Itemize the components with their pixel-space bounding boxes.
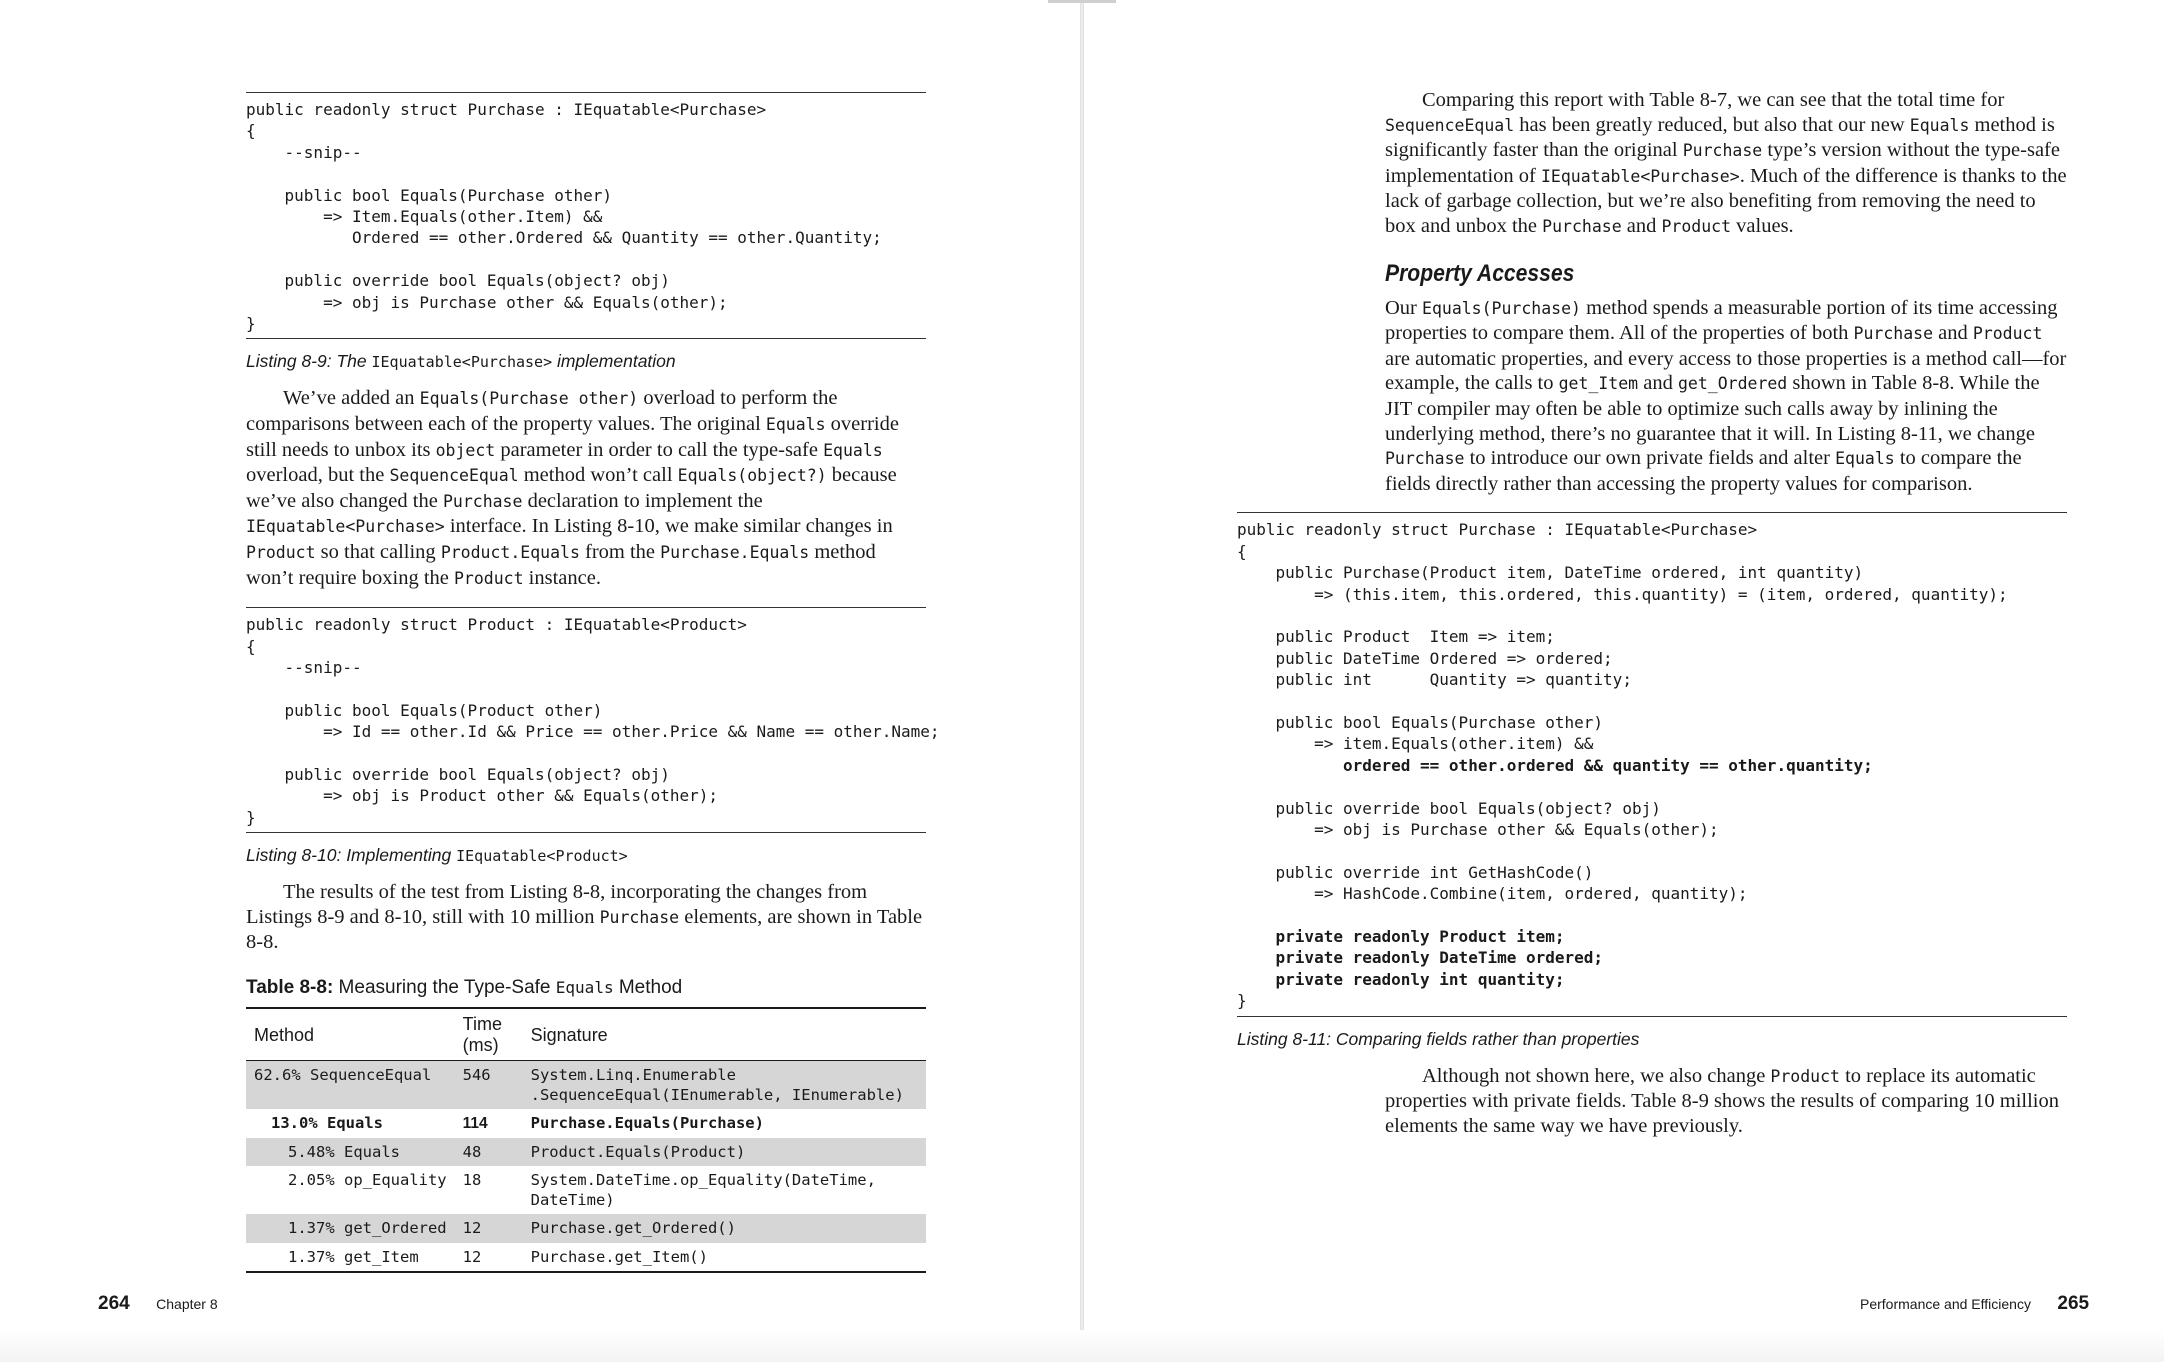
code-line: public readonly struct Product : IEquatable<Product>	[246, 615, 747, 635]
cell-time: 48	[455, 1138, 523, 1167]
listing-8-9-code	[246, 92, 926, 339]
code-line: public bool Equals(Purchase other)	[284, 185, 613, 205]
left-page	[246, 92, 940, 1273]
cell-method: 1.37% get_Item	[288, 1247, 419, 1266]
cell-method: 5.48% Equals	[246, 1138, 455, 1167]
inline-code: Equals(Purchase)	[1422, 298, 1581, 318]
cell-time: 114	[462, 1115, 488, 1133]
inline-code: Product	[246, 543, 316, 563]
code-line: public Product Item => item;	[1275, 627, 1555, 647]
code-line: public readonly struct Purchase : IEquatable<Purchase>	[1237, 520, 1758, 540]
code-line: public Purchase(Product item, DateTime ordered, int quantity)	[1275, 563, 1864, 583]
cell-method: 62.6% SequenceEqual	[246, 1061, 455, 1110]
cell-signature: Product.Equals(Product)	[523, 1138, 926, 1167]
text-run: elements, are shown in Table 8-8.	[246, 905, 923, 954]
inline-code: Equals	[765, 415, 826, 435]
body-paragraph-5	[1385, 1064, 2067, 1139]
code-line: Ordered == other.Ordered && Quantity == other.Quantity;	[351, 228, 882, 248]
inline-code: Equals(object?)	[677, 466, 827, 486]
inline-code: SequenceEqual	[1385, 115, 1515, 135]
page-gutter	[1080, 0, 1084, 1362]
inline-code: SequenceEqual	[389, 466, 519, 486]
code-line: => Id == other.Id && Price == other.Price && Name == other.Name;	[323, 722, 940, 742]
cell-time: 12	[462, 1247, 482, 1266]
code-line: }	[246, 314, 256, 334]
cell-signature: Purchase.get_Ordered()	[523, 1214, 926, 1243]
code-line: => HashCode.Combine(item, ordered, quantity);	[1314, 884, 1748, 904]
code-line: => obj is Product other && Equals(other);	[323, 786, 719, 806]
inline-code: Product	[1972, 324, 2043, 344]
inline-code: Product.Equals	[440, 543, 580, 563]
table-title-label: Table 8-8:	[246, 977, 334, 999]
text-run: from the	[579, 541, 661, 564]
code-line: {	[1237, 541, 1247, 561]
inline-code: Product	[1770, 1066, 1840, 1086]
code-line: --snip--	[284, 142, 362, 162]
bottom-shade	[0, 1330, 2164, 1362]
left-folio	[98, 1293, 218, 1315]
code-line: private readonly Product item;	[1275, 927, 1565, 947]
inline-code: Purchase	[1682, 141, 1763, 161]
inline-code: Equals	[1909, 115, 1970, 135]
inline-code: Equals	[1835, 449, 1895, 469]
text-run: because we’ve also changed the	[246, 464, 897, 512]
table-8-8	[246, 1007, 926, 1273]
cell-time: 546	[455, 1061, 523, 1110]
text-run: shown in Table 8-8. While the JIT compiler may often be able to optimize such calls away by inlining the underlying method, there’s no guarantee that it will. In Listing 8-11, we change	[1385, 372, 2040, 445]
text-run: and	[1621, 214, 1662, 237]
code-line: public override int GetHashCode()	[1275, 862, 1594, 882]
listing-8-10-code	[246, 607, 940, 833]
header-method: Method	[246, 1008, 455, 1061]
inline-code: Purchase	[1542, 216, 1622, 236]
code-line: => Item.Equals(other.Item) &&	[323, 207, 603, 227]
text-run: method is significantly faster than the original	[1385, 113, 2055, 162]
inline-code: Equals(Purchase other)	[419, 389, 639, 409]
code-line: public readonly struct Purchase : IEquatable<Purchase>	[246, 100, 767, 119]
inline-code: Product	[1661, 216, 1732, 236]
inline-code: Equals	[823, 440, 883, 460]
inline-code: IEquatable<Purchase>	[1541, 166, 1740, 186]
gutter-tab-top	[1048, 0, 1116, 3]
chapter-title-label: Performance and Efficiency	[1860, 1296, 2031, 1312]
header-time: Time (ms)	[455, 1008, 523, 1061]
inline-code: object	[435, 440, 496, 460]
page-number-left: 264	[98, 1293, 130, 1314]
table-body	[246, 1061, 926, 1273]
text-run: are automatic properties, and every access to those properties is a method call—for example, the calls to	[1385, 347, 2067, 395]
text-run: We’ve added an	[283, 387, 420, 410]
code-line: private readonly DateTime ordered;	[1275, 948, 1604, 968]
cell-method: 13.0% Equals	[271, 1114, 383, 1133]
caption-code: IEquatable<Purchase>	[371, 353, 553, 372]
text-run: method won’t require boxing the	[246, 541, 876, 589]
table-row	[246, 1138, 926, 1167]
table-row	[246, 1109, 926, 1138]
text-run: method won’t call	[518, 464, 678, 487]
listing-8-11-caption: Listing 8-11: Comparing fields rather than properties	[1237, 1028, 1640, 1049]
text-run: . Much of the difference is thanks to the lack of garbage collection, but we’re also benefiting from removing the need to box and unbox the	[1385, 164, 2067, 237]
code-line: public bool Equals(Product other)	[284, 700, 603, 720]
body-paragraph-4	[1385, 296, 2067, 497]
code-line: => (this.item, this.ordered, this.quantity) = (item, ordered, quantity);	[1314, 584, 2008, 604]
code-line: {	[246, 121, 256, 141]
cell-signature: System.Linq.Enumerable .SequenceEqual(IEnumerable, IEnumerable)	[523, 1061, 926, 1110]
inline-code: Purchase	[599, 907, 680, 927]
table-title-text: Measuring the Type-Safe	[333, 977, 556, 999]
code-line: --snip--	[284, 658, 362, 678]
table-8-8-title	[246, 977, 926, 999]
code-line: => obj is Purchase other && Equals(other);	[1314, 820, 1719, 839]
inline-code: Purchase	[442, 491, 523, 511]
cell-method: 2.05% op_Equality	[288, 1171, 447, 1190]
header-signature: Signature	[523, 1008, 926, 1061]
text-run: parameter in order to call the type-safe	[495, 438, 824, 461]
table-row	[246, 1214, 926, 1243]
chapter-label: Chapter 8	[156, 1296, 218, 1312]
inline-code: Product	[454, 568, 524, 588]
text-run: override still needs to unbox its	[246, 413, 899, 461]
code-line: => item.Equals(other.item) &&	[1314, 734, 1594, 754]
body-paragraph-3	[1385, 88, 2067, 240]
text-run: to compare the fields directly rather than accessing the property values for comparison.	[1385, 447, 2022, 495]
code-line: public int Quantity => quantity;	[1275, 670, 1632, 690]
code-line: }	[246, 807, 256, 827]
text-run: declaration to implement the	[522, 489, 763, 512]
text-run: to replace its automatic properties with private fields. Table 8-9 shows the results of comparing 10 million elements the same way we have previously.	[1385, 1064, 2059, 1137]
text-run: The results of the test from Listing 8-8, incorporating the changes from Listings 8-9 and 8-10, still with 10 million	[246, 881, 868, 928]
code-line: public override bool Equals(object? obj)	[1275, 798, 1661, 818]
right-folio	[1860, 1293, 2089, 1315]
caption-code: IEquatable<Product>	[456, 847, 628, 866]
section-heading: Property Accesses	[1385, 259, 1575, 287]
cell-signature: System.DateTime.op_Equality(DateTime, DateTime)	[530, 1171, 876, 1209]
right-page	[1237, 88, 2067, 1154]
text-run: so that calling	[315, 541, 441, 564]
body-paragraph-2	[246, 880, 926, 955]
text-run: Our	[1385, 296, 1423, 319]
code-line: {	[246, 636, 256, 656]
text-run: Although not shown here, we also change	[1422, 1064, 1771, 1087]
cell-time: 12	[455, 1214, 523, 1243]
table-title-code: Equals	[555, 978, 614, 998]
text-run: method spends a measurable portion of its time accessing properties to compare them. All of the properties of both	[1385, 296, 2058, 345]
text-run: values.	[1731, 214, 1794, 237]
body-paragraph-1	[246, 386, 926, 591]
code-line: => obj is Purchase other && Equals(other);	[323, 292, 728, 312]
inline-code: IEquatable<Purchase>	[246, 517, 445, 537]
code-line: public DateTime Ordered => ordered;	[1275, 648, 1613, 668]
inline-code: get_Ordered	[1677, 374, 1788, 394]
text-run: and	[1638, 372, 1678, 395]
text-run: instance.	[523, 566, 601, 589]
cell-signature: Purchase.Equals(Purchase)	[530, 1114, 764, 1133]
text-run: and	[1933, 322, 1973, 345]
code-line: public bool Equals(Purchase other)	[1275, 712, 1604, 732]
inline-code: Purchase.Equals	[660, 543, 810, 563]
code-line: public override bool Equals(object? obj)	[284, 765, 670, 785]
text-run: has been greatly reduced, but also that our new	[1514, 113, 1910, 136]
caption-prefix: Listing 8-10: Implementing	[246, 845, 457, 866]
code-line: ordered == other.ordered && quantity == other.quantity;	[1342, 755, 1873, 775]
inline-code: Purchase	[1385, 449, 1465, 469]
inline-code: Purchase	[1853, 324, 1934, 344]
table-row	[246, 1243, 926, 1273]
table-header-row	[246, 1008, 926, 1061]
page-number-right: 265	[2057, 1293, 2090, 1314]
code-line: }	[1237, 991, 1247, 1011]
cell-method: 1.37% get_Ordered	[246, 1214, 455, 1243]
table-row	[246, 1061, 926, 1110]
code-line: public override bool Equals(object? obj)	[284, 271, 670, 291]
text-run: interface. In Listing 8-10, we make similar changes in	[444, 515, 893, 538]
cell-time: 18	[462, 1171, 482, 1190]
text-run: to introduce our own private fields and alter	[1464, 447, 1836, 470]
inline-code: get_Item	[1558, 374, 1639, 394]
text-run: Comparing this report with Table 8-7, we can see that the total time for	[1422, 89, 2005, 111]
caption-suffix: implementation	[552, 351, 676, 372]
table-title-end: Method	[613, 977, 683, 999]
listing-8-9-caption	[246, 351, 926, 372]
text-run: overload to perform the comparisons between each of the property values. The original	[246, 387, 838, 436]
text-run: type’s version without the type-safe implementation of	[1385, 139, 2060, 187]
table-row	[246, 1166, 926, 1214]
text-run: overload, but the	[246, 464, 390, 487]
caption-prefix: Listing 8-9: The	[246, 351, 372, 372]
listing-8-10-caption	[246, 845, 926, 866]
listing-8-11-code	[1237, 512, 2067, 1016]
code-line: private readonly int quantity;	[1275, 969, 1565, 989]
cell-signature: Purchase.get_Item()	[530, 1247, 708, 1266]
